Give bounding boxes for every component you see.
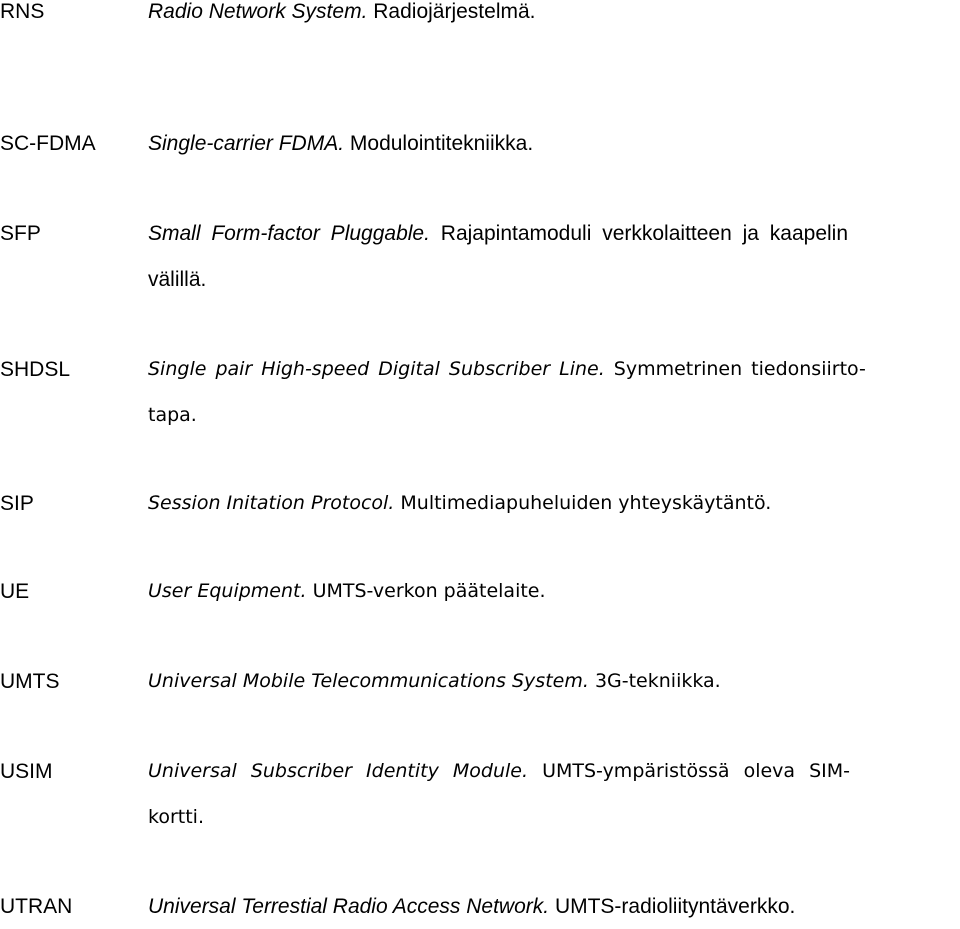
description: Rajapintamoduli verkkolaitteen ja kaapelin bbox=[440, 222, 849, 245]
description: Multimediapuheluiden yhteyskäytäntö. bbox=[400, 492, 772, 514]
term: Single pair High-speed Digital Subscriber Line. bbox=[148, 358, 605, 380]
definition-continuation: tapa. bbox=[148, 404, 197, 426]
description: Modulointitekniikka. bbox=[349, 132, 534, 155]
abbreviation: UTRAN bbox=[0, 895, 73, 918]
definition bbox=[148, 481, 956, 526]
definition bbox=[148, 211, 956, 256]
definition bbox=[148, 121, 956, 166]
term: Small Form-factor Pluggable. bbox=[148, 222, 430, 245]
abbreviation: UE bbox=[0, 580, 30, 603]
term: Universal Subscriber Identity Module. bbox=[148, 760, 529, 782]
abbreviation: SIP bbox=[0, 492, 34, 515]
definition bbox=[148, 749, 956, 794]
term: User Equipment. bbox=[148, 580, 307, 602]
abbreviation: USIM bbox=[0, 760, 53, 783]
definition bbox=[148, 347, 956, 392]
definition-continuation: välillä. bbox=[148, 268, 207, 291]
description: UMTS-radioliityntäverkko. bbox=[554, 895, 796, 918]
abbreviation: SHDSL bbox=[0, 358, 71, 381]
description: Symmetrinen tiedonsiirto- bbox=[613, 358, 866, 380]
definition bbox=[148, 569, 956, 614]
abbreviation: SC-FDMA bbox=[0, 132, 96, 155]
description: UMTS-ympäristössä oleva SIM- bbox=[542, 760, 850, 782]
description: UMTS-verkon päätelaite. bbox=[312, 580, 546, 602]
term: Universal Terrestial Radio Access Network. bbox=[148, 895, 550, 918]
term: Single-carrier FDMA. bbox=[148, 132, 345, 155]
definition-continuation: kortti. bbox=[148, 806, 204, 828]
definition bbox=[148, 0, 956, 34]
definition bbox=[148, 884, 956, 929]
abbreviation: UMTS bbox=[0, 670, 60, 693]
term: Session Initation Protocol. bbox=[148, 492, 395, 514]
term: Radio Network System. bbox=[148, 0, 368, 23]
description: Radiojärjestelmä. bbox=[373, 0, 536, 23]
term: Universal Mobile Telecommunications System. bbox=[148, 670, 589, 692]
definition bbox=[148, 659, 956, 704]
abbreviation: RNS bbox=[0, 0, 45, 23]
abbreviation: SFP bbox=[0, 222, 41, 245]
description: 3G-tekniikka. bbox=[594, 670, 721, 692]
